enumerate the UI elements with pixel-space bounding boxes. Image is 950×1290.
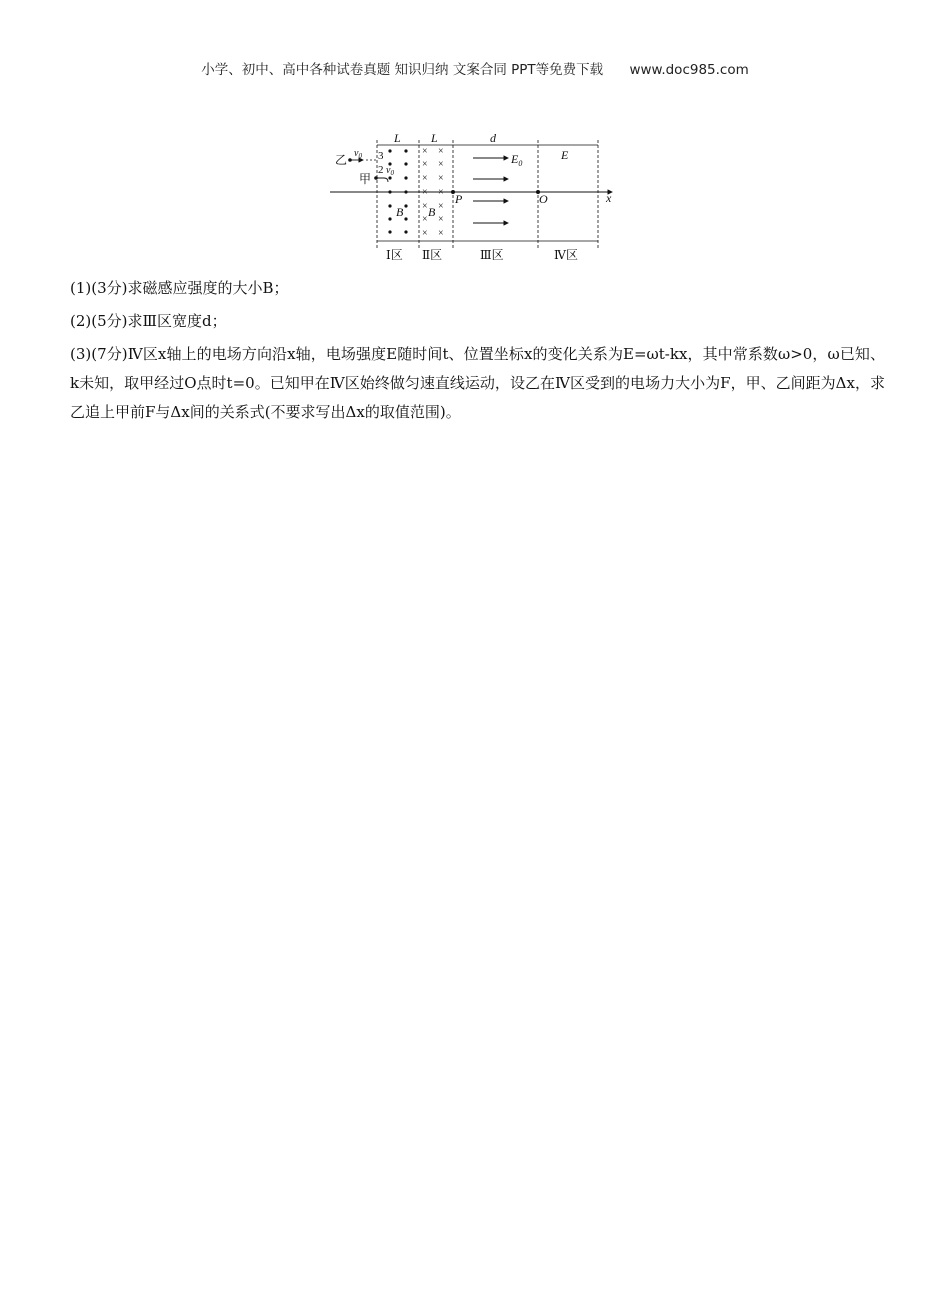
label-E0: $E_0$ — [511, 152, 523, 168]
region-3-field-arrows — [473, 158, 508, 223]
jia-trajectory — [377, 178, 388, 182]
header-text: 小学、初中、高中各种试卷真题 知识归纳 文案合同 PPT等免费下载 — [201, 62, 604, 78]
label-jia: 甲 — [359, 172, 372, 186]
region-1-field-dots — [388, 149, 407, 233]
region-label-2: Ⅱ区 — [422, 248, 443, 262]
diagram-svg — [330, 128, 620, 264]
region-label-3: Ⅲ区 — [480, 248, 504, 262]
svg-text:×: × — [422, 214, 428, 225]
question-1: (1)(3分)求磁感应强度的大小B； — [70, 279, 289, 297]
svg-text:×: × — [422, 201, 428, 212]
label-B-1: B — [396, 205, 404, 219]
label-O: O — [539, 192, 548, 206]
region-2-field-crosses — [422, 146, 444, 239]
svg-text:×: × — [438, 187, 444, 198]
header-url[interactable]: www.doc985.com — [629, 62, 749, 78]
page-header — [0, 58, 950, 78]
label-v0-yi: $v_0$ — [354, 148, 362, 160]
label-E: E — [561, 148, 569, 162]
svg-text:×: × — [438, 214, 444, 225]
svg-text:×: × — [422, 228, 428, 239]
region-label-1: Ⅰ区 — [386, 248, 403, 262]
label-B-2: B — [428, 205, 436, 219]
label-v0-jia: $v_0$ — [386, 165, 394, 177]
mark-2: 2 — [378, 164, 384, 176]
svg-text:×: × — [438, 146, 444, 157]
svg-text:×: × — [438, 201, 444, 212]
svg-text:×: × — [422, 146, 428, 157]
svg-text:×: × — [422, 187, 428, 198]
label-d: d — [490, 131, 496, 145]
axis-x-label: x — [606, 191, 612, 205]
label-L-1: L — [394, 131, 401, 145]
label-yi: 乙 — [335, 153, 348, 167]
svg-text:×: × — [438, 173, 444, 184]
region-label-4: Ⅳ区 — [554, 248, 578, 262]
question-3: (3)(7分)Ⅳ区x轴上的电场方向沿x轴，电场强度E随时间t、位置坐标x的变化关系为E=ωt-kx，其中常系数ω>0，ω已知、k未知，取甲经过O点时t=0。已知甲在Ⅳ区始终做匀速直线运动，设乙在Ⅳ区受到的电场力大小为F，甲、乙间距为Δx，求乙追上甲前F与Δx间的关系式(不要求写出Δx的取值范围)。 — [70, 345, 885, 421]
physics-diagram — [330, 128, 620, 264]
mark-3: 3 — [378, 150, 384, 162]
label-P: P — [455, 192, 463, 206]
svg-text:×: × — [422, 173, 428, 184]
svg-text:×: × — [438, 228, 444, 239]
svg-text:×: × — [422, 159, 428, 170]
question-2: (2)(5分)求Ⅲ区宽度d； — [70, 312, 227, 330]
label-L-2: L — [431, 131, 438, 145]
svg-text:×: × — [438, 159, 444, 170]
